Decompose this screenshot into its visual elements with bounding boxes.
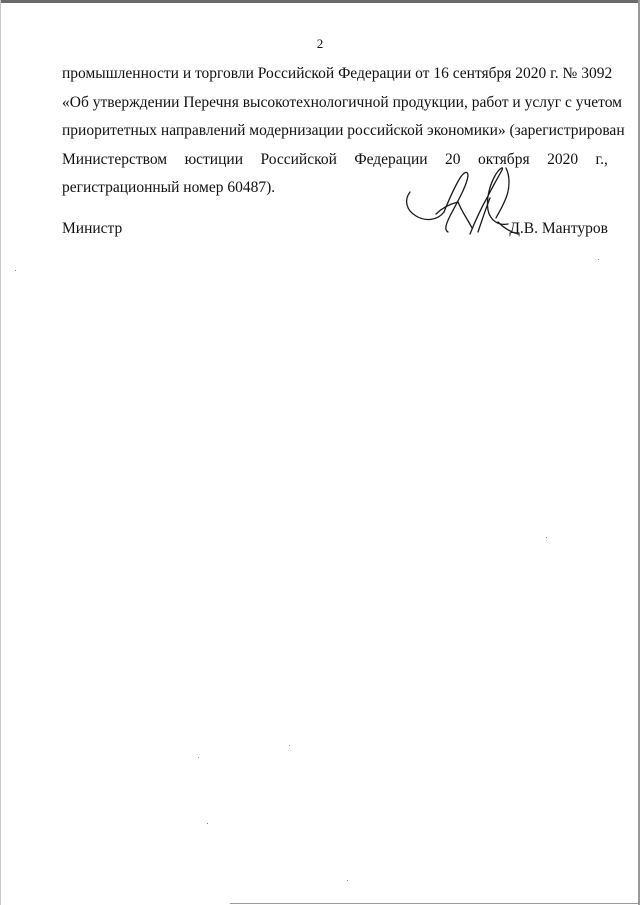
- body-word: Российской: [260, 150, 337, 168]
- handwritten-signature: [398, 158, 528, 240]
- scan-speck: [289, 745, 290, 746]
- scan-speck: [546, 537, 547, 538]
- body-line-3: приоритетных направлений модернизации российской экономики» (зарегистрирован: [62, 122, 625, 139]
- scan-edge-left: [0, 0, 1, 905]
- body-word: 20: [445, 150, 461, 168]
- body-line-1: промышленности и торговли Российской Федерации от 16 сентября 2020 г. № 3092: [62, 65, 613, 82]
- scan-speck: [198, 757, 199, 758]
- body-line-2: «Об утверждении Перечня высокотехнологичной продукции, работ и услуг с учетом: [62, 93, 622, 111]
- body-word: Федерации: [354, 150, 428, 168]
- body-word: октября: [478, 150, 530, 168]
- scan-edge-bottom: [230, 903, 640, 904]
- body-word: 2020: [547, 150, 579, 168]
- scan-speck: [598, 259, 599, 260]
- page-number: 2: [316, 36, 324, 51]
- scan-speck: [207, 823, 208, 824]
- body-line-5: регистрационный номер 60487).: [62, 179, 276, 196]
- signer-name: Д.В. Мантуров: [509, 220, 608, 237]
- signer-position: Министр: [62, 220, 123, 237]
- scan-speck: [347, 880, 348, 881]
- scan-edge-top: [0, 0, 640, 3]
- body-word: Министерством: [62, 150, 168, 168]
- body-word: юстиции: [184, 150, 243, 168]
- body-word: г.,: [595, 150, 608, 168]
- scan-speck: [15, 270, 16, 271]
